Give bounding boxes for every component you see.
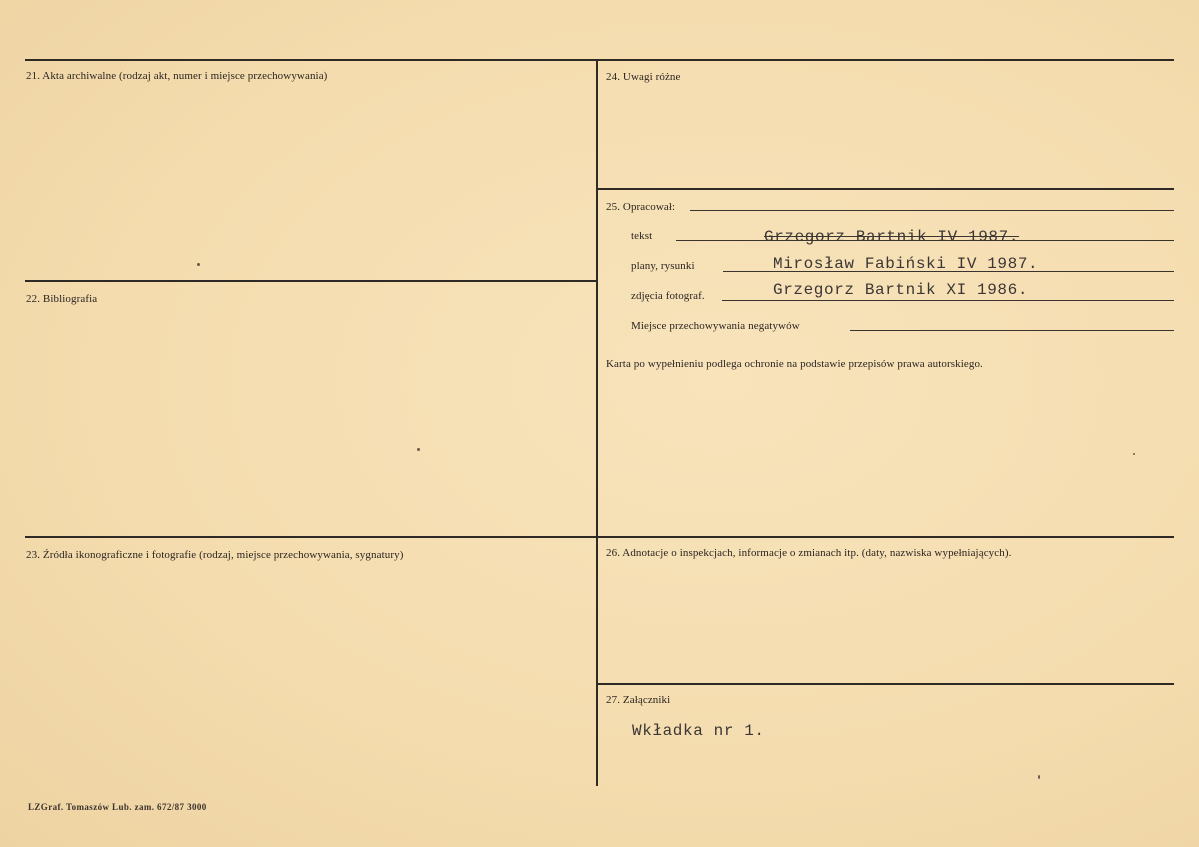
row-plany-label: plany, rysunki [631,260,695,272]
row-negatywy-label: Miejsce przechowywania negatywów [631,320,800,332]
row-tekst-value: Grzegorz Bartnik IV 1987. [764,228,1020,246]
column-divider [596,59,598,786]
section-26-label: 26. Adnotacje o inspekcjach, informacje o zmianach itp. (daty, nazwiska wypełniających). [606,547,1012,559]
printer-imprint: LZGraf. Tomaszów Lub. zam. 672/87 3000 [28,802,207,812]
section-23-label: 23. Źródła ikonograficzne i fotografie (rodzaj, miejsce przechowywania, sygnatury) [26,549,404,561]
paper-speck [1038,775,1040,779]
row-zdjecia-underline [722,300,1174,301]
section-24-label: 24. Uwagi różne [606,71,681,83]
rule-26-27 [598,683,1174,685]
top-rule [25,59,1174,61]
paper-speck [1133,453,1135,455]
section-25-label: 25. Opracował: [606,201,676,213]
section-21-label: 21. Akta archiwalne (rodzaj akt, numer i miejsce przechowywania) [26,70,328,82]
rule-22-23 [25,536,596,538]
section-22-label: 22. Bibliografia [26,293,98,305]
rule-25-26 [598,536,1174,538]
paper-speck [197,263,200,266]
opracowal-underline [690,210,1174,211]
row-zdjecia-value: Grzegorz Bartnik XI 1986. [773,281,1029,299]
copyright-note: Karta po wypełnieniu podlega ochronie na podstawie przepisów prawa autorskiego. [606,358,983,370]
row-negatywy-underline [850,330,1174,331]
rule-21-22 [25,280,596,282]
rule-24-25 [598,188,1174,190]
paper-speck [417,448,420,451]
row-zdjecia-label: zdjęcia fotograf. [631,290,705,302]
row-tekst-label: tekst [631,230,653,242]
row-plany-value: Mirosław Fabiński IV 1987. [773,255,1039,273]
section-27-label: 27. Załączniki [606,694,671,706]
section-27-value: Wkładka nr 1. [632,722,765,740]
